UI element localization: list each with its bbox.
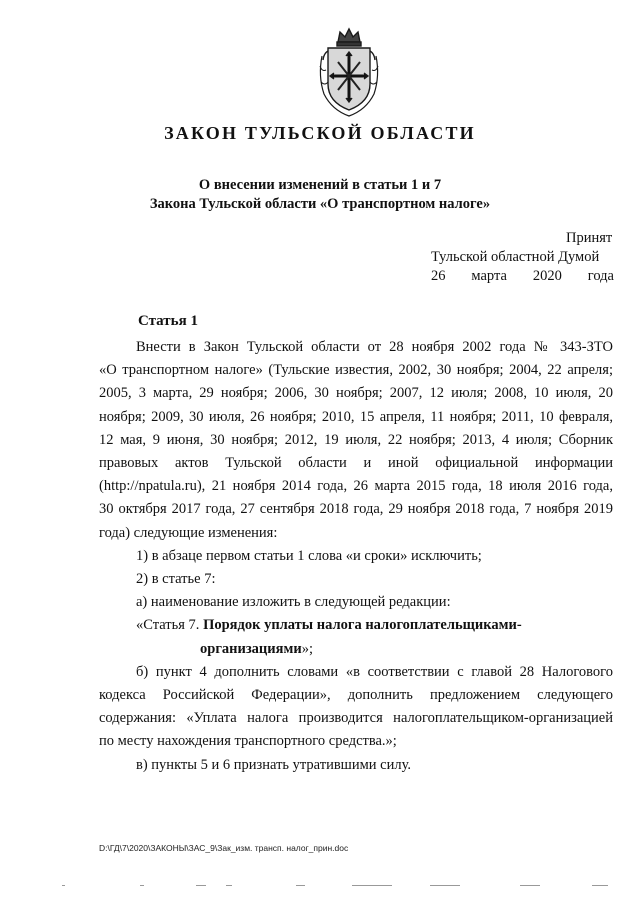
- body-line: (http://npatula.ru), 21 ноября 2014 года, 26 марта 2015 года, 18 июля 2016 года,: [99, 478, 613, 495]
- amendment-item-2b: [99, 661, 613, 754]
- body-line: 12 мая, 9 июня, 30 ноября; 2012, 19 июля, 22 ноября; 2013, 4 июля; Сборник: [99, 431, 613, 448]
- article-7-prefix: «Статья 7.: [136, 617, 204, 634]
- adopted-day: 26: [431, 268, 446, 284]
- subtitle-line: Закона Тульской области «О транспортном налоге»: [149, 196, 491, 212]
- amendment-item-2v: в) пункты 5 и 6 признать утратившими силу.: [136, 756, 412, 773]
- article-7-title: [99, 614, 613, 637]
- law-subtitle: [0, 176, 640, 214]
- adopted-by: Тульской областной Думой: [431, 249, 600, 265]
- body-line: правовых актов Тульской области и иной официальной информации: [99, 455, 613, 472]
- adopted-label: Принят: [566, 230, 613, 246]
- scan-artifacts: [0, 880, 640, 890]
- article-heading: Статья 1: [138, 313, 198, 329]
- adopted-month: марта: [471, 268, 507, 284]
- adopted-year-word: года: [587, 268, 614, 284]
- amendment-item-2a: а) наименование изложить в следующей редакции:: [136, 594, 451, 611]
- body-line: года) следующие изменения:: [99, 524, 278, 541]
- tula-coat-of-arms-icon: [316, 26, 382, 118]
- body-line: б) пункт 4 дополнить словами «в соответствии с главой 28 Налогового: [136, 663, 613, 680]
- law-title: ЗАКОН ТУЛЬСКОЙ ОБЛАСТИ: [164, 123, 476, 143]
- amendment-item-2: 2) в статье 7:: [136, 571, 216, 588]
- body-line: содержания: «Уплата налога производится налогоплательщиком-организацией: [99, 710, 613, 727]
- body-line: Внести в Закон Тульской области от 28 ноября 2002 года № 343-ЗТО: [136, 339, 613, 355]
- body-line: 30 октября 2017 года, 27 сентября 2018 года, 29 ноября 2018 года, 7 ноября 2019: [99, 501, 613, 518]
- intro-paragraph: [99, 336, 613, 545]
- body-line: по месту нахождения транспортного средства.»;: [99, 733, 397, 750]
- body-line: 2005, 3 марта, 29 ноября; 2006, 30 ноября; 2007, 12 июля; 2008, 10 июля, 20: [99, 385, 613, 402]
- subtitle-line: О внесении изменений в статьи 1 и 7: [198, 177, 442, 193]
- article-7-bold-line2: организациями: [200, 640, 302, 657]
- amendment-item-1: 1) в абзаце первом статьи 1 слова «и сроки» исключить;: [136, 547, 482, 564]
- article-7-suffix: »;: [301, 640, 314, 657]
- file-path-footer: D:\ГД\7\2020\ЗАКОНЫ\ЗАС_9\Зак_изм. трансп. налог_прин.doc: [99, 843, 349, 853]
- body-line: кодекса Российской Федерации», дополнить предложением следующего: [99, 687, 613, 704]
- adopted-date: [431, 267, 614, 286]
- body-line: ноября; 2009, 30 июля, 26 ноября; 2010, 15 апреля, 11 ноября; 2011, 10 февраля,: [99, 408, 613, 425]
- adopted-year: 2020: [532, 268, 562, 284]
- article-7-bold-line1: Порядок уплаты налога налогоплательщиками-: [203, 617, 522, 634]
- body-line: «О транспортном налоге» (Тульские известия, 2002, 30 ноября; 2004, 22 апреля;: [99, 362, 613, 379]
- article-7-title-cont: [99, 638, 613, 661]
- article-body: [99, 336, 613, 777]
